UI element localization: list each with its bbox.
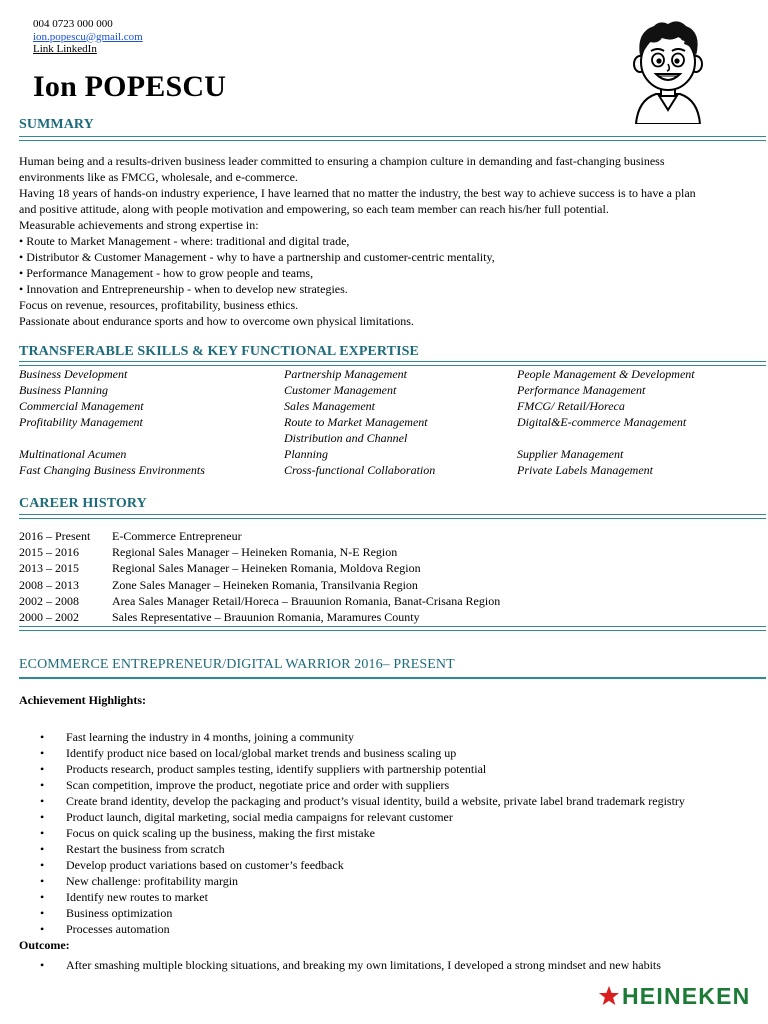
list-item [40,841,685,857]
list-item [40,957,661,973]
skill-item [19,430,205,446]
skill-item: Distribution and Channel [284,431,408,445]
career-role: E-Commerce Entrepreneur [112,529,242,543]
summary-line: Focus on revenue, resources, profitability, business ethics. [19,298,299,312]
heineken-logo [598,976,750,1016]
bullet-icon: • [40,890,45,904]
section-divider [19,514,766,519]
skill-item: Partnership Management [284,367,407,381]
section-title-summary: SUMMARY [19,117,94,132]
career-years: 2000 – 2002 [19,610,79,625]
skill-item: Customer Management [284,383,397,397]
skill-item: Private Labels Management [517,463,653,477]
section-title-career: CAREER HISTORY [19,496,147,511]
skill-item: FMCG/ Retail/Horeca [517,399,625,413]
career-role: Zone Sales Manager – Heineken Romania, Transilvania Region [112,577,418,592]
email-link[interactable]: ion.popescu@gmail.com [33,30,143,43]
summary-line: Human being and a results-driven business leader committed to ensuring a champion culture in demanding and fast-changing business [19,154,665,168]
list-item [40,889,685,905]
bullet-icon: • [40,858,45,872]
bullet-icon: • [40,794,45,808]
list-item-text: Fast learning the industry in 4 months, joining a community [66,730,354,744]
list-item-text: New challenge: profitability margin [66,874,239,888]
career-role: Area Sales Manager Retail/Horeca – Brauunion Romania, Banat-Crisana Region [112,593,501,608]
career-years: 2016 – Present [19,529,91,543]
list-item-text: Identify product nice based on local/global market trends and business scaling up [66,746,457,760]
outcome-heading: Outcome: [19,938,70,952]
list-item-text: Identify new routes to market [66,890,208,904]
list-item-text: Focus on quick scaling up the business, making the first mistake [66,826,375,840]
career-row [19,593,500,609]
summary-line: • Performance Management - how to grow people and teams, [19,266,314,280]
summary-line: and positive attitude, along with people motivation and empowering, so each team member can reach his/her full potential. [19,202,609,216]
phone-number: 004 0723 000 000 [33,18,113,30]
section-divider [19,677,766,679]
section-title-job: ECOMMERCE ENTREPRENEUR/DIGITAL WARRIOR 2016– PRESENT [19,657,455,672]
bullet-icon: • [40,922,45,936]
skill-item: Business Planning [19,383,108,397]
career-years: 2008 – 2013 [19,577,79,592]
list-item [40,809,685,825]
skill-item [517,430,695,446]
skill-item: Performance Management [517,383,646,397]
summary-line: environments like as FMCG, wholesale, and e-commerce. [19,170,298,184]
bullet-icon: • [40,762,45,776]
list-item [40,761,685,777]
skill-item: Sales Management [284,399,375,413]
skill-item: Planning [284,447,328,461]
list-item [40,921,685,937]
avatar [628,18,708,124]
list-item [40,873,685,889]
list-item [40,825,685,841]
career-role: Regional Sales Manager – Heineken Romania, N-E Region [112,545,398,560]
red-star-icon [598,985,620,1007]
list-item [40,793,685,809]
list-item [40,729,685,745]
summary-line: Having 18 years of hands-on industry experience, I have learned that no matter the industry, the best way to achieve success is to have a plan [19,186,696,200]
outcome-list [40,957,661,973]
career-years: 2002 – 2008 [19,593,79,608]
list-item-text: Product launch, digital marketing, social media campaigns for relevant customer [66,810,453,824]
list-item-text: Create brand identity, develop the packaging and product’s visual identity, build a website, private label brand trademark registry [66,794,685,808]
logo-text: HEINEKEN [622,982,751,1009]
section-divider [19,626,766,631]
candidate-name: Ion POPESCU [33,70,227,103]
summary-line: Measurable achievements and strong expertise in: [19,218,259,232]
skill-item: Cross-functional Collaboration [284,463,436,477]
list-item [40,777,685,793]
career-role: Regional Sales Manager – Heineken Romania, Moldova Region [112,561,421,576]
section-title-skills: TRANSFERABLE SKILLS & KEY FUNCTIONAL EXPERTISE [19,344,419,359]
list-item [40,905,685,921]
list-item-text: Scan competition, improve the product, negotiate price and order with suppliers [66,778,450,792]
skills-column-3 [517,366,695,478]
list-item [40,857,685,873]
summary-text [19,153,759,329]
skill-item: Route to Market Management [284,415,428,429]
list-item [40,745,685,761]
career-row [19,544,500,560]
bullet-icon: • [40,874,45,888]
summary-line: Passionate about endurance sports and how to overcome own physical limitations. [19,314,414,328]
career-history-list [19,528,500,625]
highlights-list [40,729,685,937]
skills-column-1 [19,366,205,478]
skill-item: Fast Changing Business Environments [19,463,205,477]
list-item-text: Processes automation [66,922,170,936]
skill-item: Multinational Acumen [19,447,127,461]
list-item-text: Business optimization [66,906,173,920]
linkedin-link[interactable]: Link LinkedIn [33,43,97,55]
career-row [19,577,500,593]
skill-item: Business Development [19,367,128,381]
list-item-text: Restart the business from scratch [66,842,225,856]
bullet-icon: • [40,778,45,792]
career-row [19,609,500,625]
list-item-text: After smashing multiple blocking situations, and breaking my own limitations, I developed a strong mindset and new habits [66,958,661,972]
bullet-icon: • [40,730,45,744]
skill-item: People Management & Development [517,367,695,381]
bullet-icon: • [40,906,45,920]
bullet-icon: • [40,810,45,824]
skill-item: Profitability Management [19,415,143,429]
list-item-text: Products research, product samples testing, identify suppliers with partnership potential [66,762,487,776]
highlights-heading: Achievement Highlights: [19,693,146,707]
section-divider [19,136,766,141]
list-item-text: Develop product variations based on customer’s feedback [66,858,344,872]
contact-block [33,18,143,56]
career-row [19,528,500,544]
skills-column-2 [284,366,435,478]
career-role: Sales Representative – Brauunion Romania, Maramures County [112,610,420,625]
skill-item: Digital&E-commerce Management [517,415,687,429]
career-row [19,560,500,576]
summary-line: • Innovation and Entrepreneurship - when to develop new strategies. [19,282,348,296]
bullet-icon: • [40,842,45,856]
skill-item: Supplier Management [517,447,624,461]
bullet-icon: • [40,746,45,760]
career-years: 2013 – 2015 [19,561,79,576]
summary-line: • Distributor & Customer Management - why to have a partnership and customer-centric mentality, [19,250,495,264]
skill-item: Commercial Management [19,399,144,413]
career-years: 2015 – 2016 [19,545,79,560]
bullet-icon: • [40,826,45,840]
bullet-icon: • [40,958,45,972]
summary-line: • Route to Market Management - where: traditional and digital trade, [19,234,350,248]
